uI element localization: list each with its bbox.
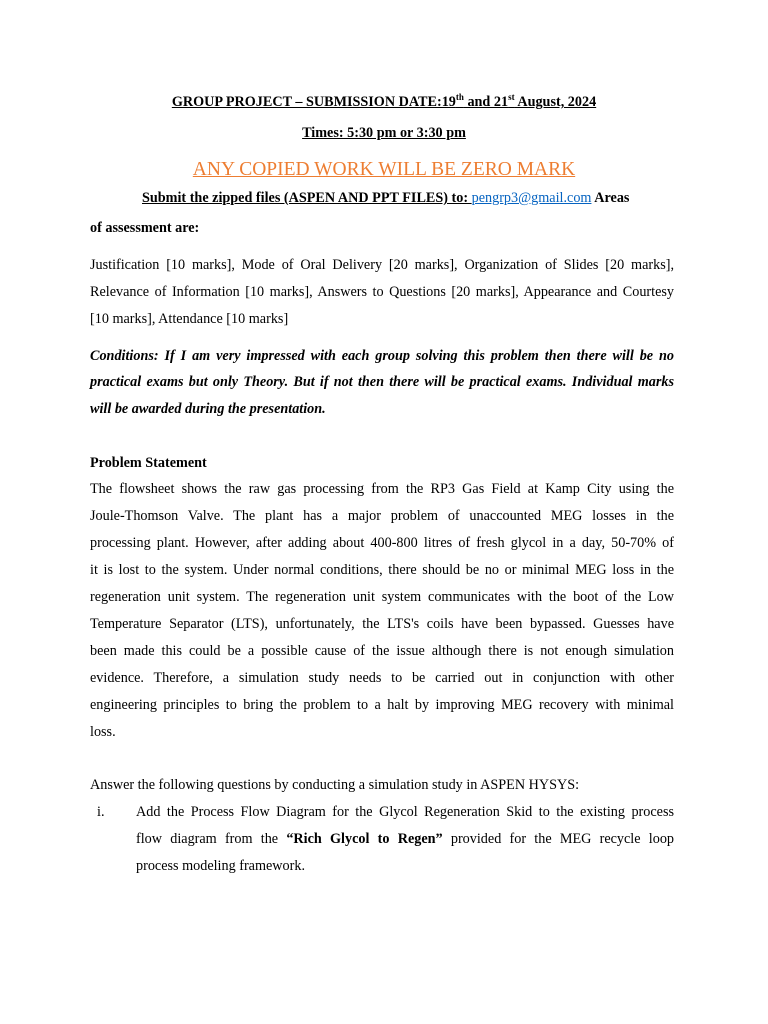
problem-line: loss. xyxy=(90,724,116,740)
copied-work-warning: ANY COPIED WORK WILL BE ZERO MARK xyxy=(192,159,576,180)
problem-line: engineering principles to bring the problem to a halt by improving MEG recovery with minimal xyxy=(90,697,674,713)
email-link[interactable]: pengrp3@gmail.com xyxy=(471,190,592,206)
submit-suffix: Areas xyxy=(591,190,630,206)
submit-instructions xyxy=(142,191,629,205)
title-suffix: August, 2024 xyxy=(514,94,597,110)
problem-line: it is lost to the system. Under normal conditions, there should be no or minimal MEG loss in the xyxy=(90,562,674,578)
problem-line: regeneration unit system. The regeneration unit system communicates with the boot of the Low xyxy=(90,589,674,605)
title-and: and 21 xyxy=(463,94,509,110)
problem-line: processing plant. However, after adding about 400-800 litres of fresh glycol in a day, 50-70% of xyxy=(90,535,674,551)
questions-intro: Answer the following questions by conducting a simulation study in ASPEN HYSYS: xyxy=(90,777,580,793)
question-line: process modeling framework. xyxy=(136,858,306,874)
submit-prefix: Submit the zipped files (ASPEN AND PPT FILES) to: xyxy=(142,190,472,206)
problem-heading: Problem Statement xyxy=(90,455,207,471)
question-line-bold: “Rich Glycol to Regen” xyxy=(286,831,443,847)
conditions-line: Conditions: If I am very impressed with each group solving this problem then there will be no xyxy=(90,348,674,364)
project-title xyxy=(0,92,768,110)
question-line xyxy=(136,832,674,846)
conditions-line: will be awarded during the presentation. xyxy=(90,401,326,417)
title-sup-st: st xyxy=(508,92,515,102)
problem-line: The flowsheet shows the raw gas processing from the RP3 Gas Field at Kamp City using the xyxy=(90,481,674,497)
question-line: Add the Process Flow Diagram for the Glycol Regeneration Skid to the existing process xyxy=(136,804,674,820)
submission-times: Times: 5:30 pm or 3:30 pm xyxy=(302,125,466,141)
problem-line: Joule-Thomson Valve. The plant has a major problem of unaccounted MEG losses in the xyxy=(90,508,674,524)
conditions-line: practical exams but only Theory. But if not then there will be practical exams. Individual marks xyxy=(90,374,674,390)
title-prefix: GROUP PROJECT – SUBMISSION DATE:19 xyxy=(171,94,456,110)
assessment-line: Relevance of Information [10 marks], Answers to Questions [20 marks], Appearance and Courtesy xyxy=(90,284,674,300)
assessment-heading: of assessment are: xyxy=(90,220,200,236)
question-number: i. xyxy=(97,804,105,820)
question-line-pre: flow diagram from the xyxy=(136,831,287,847)
problem-line: been made this could be a possible cause of the issue although there is not enough simulation xyxy=(90,643,674,659)
problem-line: evidence. Therefore, a simulation study needs to be carried out in conjunction with other xyxy=(90,670,674,686)
assessment-line: Justification [10 marks], Mode of Oral Delivery [20 marks], Organization of Slides [20 marks], xyxy=(90,257,674,273)
assessment-line: [10 marks], Attendance [10 marks] xyxy=(90,311,289,327)
problem-line: Temperature Separator (LTS), unfortunately, the LTS's coils have been bypassed. Guesses have xyxy=(90,616,674,632)
question-line-post: provided for the MEG recycle loop xyxy=(442,831,675,847)
title-sup-th: th xyxy=(455,92,464,102)
